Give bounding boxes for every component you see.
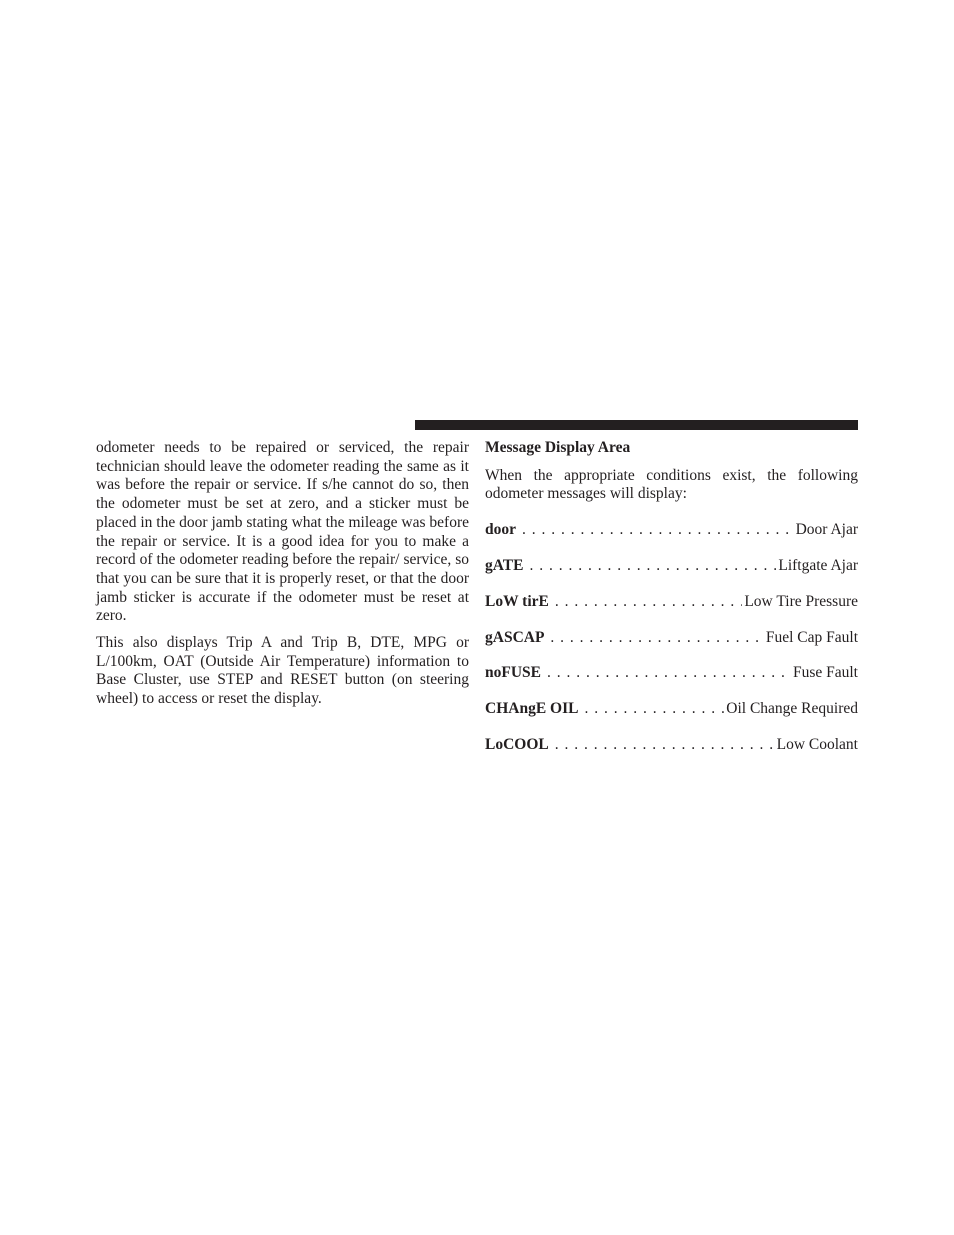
dot-leader xyxy=(529,557,776,576)
message-code: noFUSE xyxy=(485,664,541,682)
dot-leader xyxy=(547,664,791,683)
message-meaning: Low Tire Pressure xyxy=(744,592,858,610)
dot-leader xyxy=(584,700,724,719)
paragraph-odometer-repair: odometer needs to be repaired or serviced, the repair technician should leave the odometer reading the same as it was before the repair or service. If s/he cannot do so, then the odometer must be set at zero, and a sticker must be placed in the door jamb stating what the mileage was before the repair or service. It is a good idea for you to make a record of the odometer reading before the repair/ service, so that you can be sure that it is properly reset, or that the door jamb sticker is accurate if the odometer must be reset at zero. xyxy=(96,439,469,625)
header-rule xyxy=(415,420,858,430)
intro-paragraph: When the appropriate conditions exist, the following odometer messages will display: xyxy=(485,466,858,503)
paragraph-trip-display: This also displays Trip A and Trip B, DTE, MPG or L/100km, OAT (Outside Air Temperature) information to Base Cluster, use STEP and RESET button (on steering wheel) to access or reset the display. xyxy=(96,634,469,708)
message-code: door xyxy=(485,521,516,539)
dot-leader xyxy=(555,736,775,755)
message-code: CHAngE OIL xyxy=(485,700,579,718)
message-item xyxy=(485,700,858,736)
message-meaning: Door Ajar xyxy=(795,521,858,539)
message-item xyxy=(485,736,858,772)
message-item xyxy=(485,593,858,629)
message-item xyxy=(485,521,858,557)
left-column xyxy=(96,439,469,717)
dot-leader xyxy=(522,521,794,540)
message-code: gASCAP xyxy=(485,628,545,646)
message-code: LoCOOL xyxy=(485,735,549,753)
message-meaning: Fuel Cap Fault xyxy=(765,628,858,646)
message-code: LoW tirE xyxy=(485,592,549,610)
message-code: gATE xyxy=(485,556,524,574)
message-meaning: Low Coolant xyxy=(776,735,858,753)
message-item xyxy=(485,629,858,665)
message-meaning: Liftgate Ajar xyxy=(778,556,858,574)
section-heading: Message Display Area xyxy=(485,439,631,456)
dot-leader xyxy=(555,593,742,612)
message-meaning: Oil Change Required xyxy=(726,700,858,718)
message-item xyxy=(485,664,858,700)
right-column xyxy=(485,439,858,772)
message-meaning: Fuse Fault xyxy=(792,664,858,682)
message-item xyxy=(485,557,858,593)
message-list xyxy=(485,521,858,772)
dot-leader xyxy=(550,629,763,648)
